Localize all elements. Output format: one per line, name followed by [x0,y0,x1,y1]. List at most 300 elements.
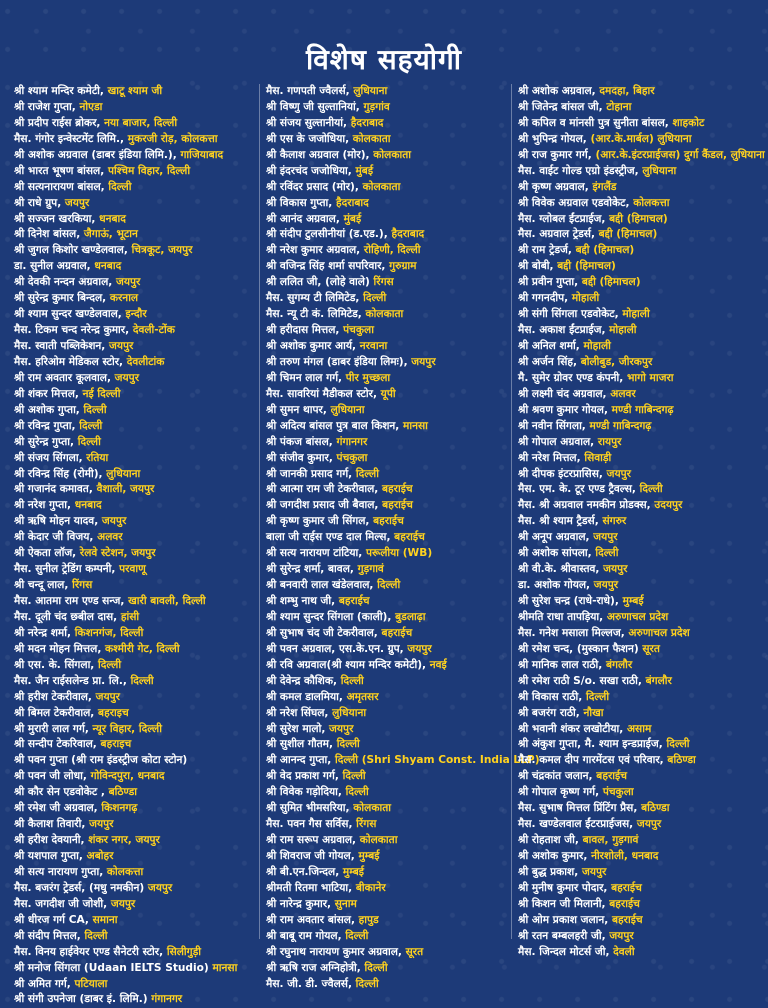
contributor-name: श्री इंदरचंद जजोधिया, [266,164,356,177]
contributor-name: मैस. सुभाष मित्तल प्रिंटिंग प्रैस, [518,802,642,815]
contributor-name: श्री सुरेन्द्र गुप्ता, [14,435,78,448]
contributor-entry [266,929,506,945]
contributor-entry [266,737,506,753]
contributor-entry [518,355,764,371]
contributor-location: जयपुर [609,929,634,942]
contributor-entry [14,164,254,180]
contributor-name: श्री रतन बम्बलहरी जी, [518,929,610,942]
contributor-location: न्यूर विहार, दिल्ली [92,722,162,735]
contributor-location: कोलकत्ता [106,865,144,878]
contributor-name: श्री पवन अग्रवाल, एस.के.एन. ग्रुप, [266,642,408,655]
contributor-location: (आर.के.इंटरप्राईजस) दुर्गा कैंडल, लुधियाना [595,148,765,161]
contributor-location: जयपुर [606,467,631,480]
contributor-location: बहराईच [381,483,413,496]
contributor-location: बद्दी (हिमाचल) [598,228,658,241]
contributor-name: मैस. विनय हाईवेयर एण्ड सैनेटरी स्टोर, [14,945,167,958]
contributor-entry [518,148,764,164]
contributor-location: बद्दी (हिमाचल) [575,244,635,257]
contributor-entry [14,227,254,243]
contributor-name: श्री सुमित भीमसरिया, [266,802,354,815]
contributor-name: श्री हरीदास मित्तल, [266,324,344,337]
contributor-name: श्री विकास गुप्ता, [266,196,337,209]
contributor-name: श्री रविन्द्र गुप्ता, [14,419,80,432]
contributor-name: श्री अंकुश गुप्ता, मै. श्याम इन्डप्राईज, [518,738,667,751]
contributor-name: श्री मानिक लाल राठी, [518,658,606,671]
contributor-name: श्री गोपाल कृष्ण गर्ग, [518,786,603,799]
contributor-location: जयपुर [89,818,114,831]
contributor-entry [266,674,506,690]
contributor-name: श्री शम्भु नाथ जी, [266,595,339,607]
contributor-location: संगरुर [602,515,627,528]
contributor-entry [14,578,254,594]
contributor-name: श्री राधे ग्रुप, [14,196,65,209]
contributor-location: बंगलौर [645,674,672,687]
contributor-location: मानसा [212,961,238,974]
contributor-entry [266,578,506,594]
contributor-entry [266,100,506,116]
contributor-location: बहराईच [609,897,640,910]
contributor-location: नई दिल्ली [82,387,121,400]
contributor-entry [14,913,254,929]
contributor-name: श्री ऋषि मोहन यादव, [14,515,102,528]
contributor-name: मैस. अग्रवाल ट्रेडर्स, [518,228,599,241]
contributor-entry [518,419,764,435]
contributor-entry [266,514,506,530]
contributor-location: मानसा [403,419,428,432]
contributor-entry [266,116,506,132]
contributor-entry [14,530,254,546]
contributor-entry [518,339,764,355]
contributor-name: श्री अनिल शर्मा, [518,340,584,352]
contributor-name: श्री ऐकता लॉज, [14,547,80,560]
contributor-entry [14,259,254,275]
contributor-entry [14,945,254,961]
contributor-name: श्री गोपाल अग्रवाल, [518,435,598,448]
contributor-name: श्री वेद प्रकाश गर्ग, [266,770,343,783]
contributor-entry [14,929,254,945]
contributor-entry [14,817,254,833]
contributor-entry [14,100,254,116]
contributor-location: पंचकुला [336,451,368,464]
contributor-name: श्री ओम प्रकाश जलान, [518,913,612,926]
contributor-name: श्री संजय सुल्तानीयां, [266,116,351,129]
contributor-name: मैस. गंगोर इन्वेस्टमेंट लिमि., [14,132,128,145]
contributor-name: श्री ऋषि राज अग्निहोत्री, [266,961,365,974]
contributor-name: मैस. आतमा राम एण्ड सन्ज, [14,595,129,607]
contributor-location: गुरुग्राम [389,260,417,273]
contributor-entry [14,562,254,578]
contributor-location: रिंगस [356,818,377,831]
contributor-name: श्री अदित्य बांसल पुत्र बाल किशन, [266,419,404,432]
contributor-name: श्री संगी सिंगला एडवोकेट, [518,308,623,321]
contributor-location: लुधियाना [642,164,677,177]
contributor-name: श्री नारेन्द्र कुमार, [266,897,335,910]
contributor-entry [14,482,254,498]
contributor-entry [518,753,764,769]
contributor-name: श्री अशोक अग्रवाल, [518,85,600,97]
contributor-entry [266,785,506,801]
contributor-name: बाला जी राईस एण्ड दाल मिल्स, [266,531,395,544]
contributor-name: श्री रवि अग्रवाल(श्री श्याम मन्दिर कमेटी), [266,658,430,671]
contributor-name: श्री बनवारी लाल खंडेलवाल, [266,579,378,592]
contributor-name: श्री अशोक अग्रवाल (डाबर इंडिया लिमि.), [14,148,181,161]
contributor-location: यूपी [380,387,396,400]
contributor-location: बहराईच [394,531,425,544]
contributor-name: मैस. खण्डेलवाल ईंटरप्राईजस, [518,818,637,831]
contributor-name: श्री रघुनाथ नारायण कुमार अग्रवाल, [266,945,406,958]
contributor-entry [518,100,764,116]
contributor-location: जयपुर [636,818,662,831]
contributor-location: किशनगंज, दिल्ली [74,626,144,639]
contributor-location: धनबाद [74,499,102,512]
contributor-name: श्री संगी उपनेजा (डाबर इं. लिमि.) [14,993,152,1006]
contributor-name: मैस. सुगम्य टी लिमिटेड, [266,292,364,305]
contributor-entry [518,435,764,451]
contributor-entry [518,212,764,228]
contributor-location: जयपुर [407,642,432,655]
contributor-location: दिल्ली [77,435,101,448]
contributor-name: श्री विकास राठी, [518,690,586,703]
contributor-name: श्री अमित गर्ग, [14,977,75,990]
contributor-location: इंगलैंड [592,180,617,193]
contributor-location: सिवाड़ी [584,451,612,464]
contributor-name: श्री सुरेन्द्र शर्मा, बावल, [266,563,358,576]
contributor-entry [518,323,764,339]
contributor-location: बावल, गुड़गावं [582,834,639,847]
contributor-entry [518,227,764,243]
contributor-entry [266,387,506,403]
contributor-name: श्री हरीश देवयानी, [14,834,89,847]
contributor-entry [518,132,764,148]
contributor-location: गाजियाबाद [180,148,224,161]
contributor-entry [14,594,254,610]
contributor-location: बद्दी (हिमाचल) [581,276,641,289]
contributor-location: अलवर [610,387,636,400]
contributor-entry [518,451,764,467]
contributor-name: श्री जगदीश प्रसाद जी बैवाल, [266,499,383,512]
contributor-entry [266,642,506,658]
contributor-entry [14,992,254,1008]
contributor-location: दिल्ली [355,977,379,990]
contributor-entry [266,722,506,738]
contributor-location: (आर.के.मार्बल) लुधियाना [590,132,692,145]
contributor-location: बद्दी (हिमाचल) [557,260,616,273]
contributor-name: श्री बोबी, [518,260,558,273]
contributor-name: मैस. अकाश ईंटप्राईज, [518,324,610,337]
contributor-entry [266,769,506,785]
contributor-location: जयपुर [114,371,140,384]
contributor-name: श्री विवेक अग्रवाल एडवोकेट, [518,196,634,209]
contributor-name: श्री राजेश गुप्ता, [14,100,80,113]
contributor-entry [266,801,506,817]
contributor-location: बहराईच [381,626,413,639]
contributor-location: अमृतसर [346,690,379,703]
contributor-location: अरुणाचल प्रदेश [606,610,669,623]
contributor-name: श्री भवानी शंकर लखोटीया, [518,722,627,735]
contributor-name: मैस. पवन गैस सर्विस, [266,818,357,831]
contributor-location: बठिण्डा [641,802,670,815]
contributor-location: मुम्बई [622,595,644,607]
contributor-entry [518,849,764,865]
contributor-entry [14,196,254,212]
contributor-location: जयपुर [95,690,120,703]
contributor-entry [266,403,506,419]
contributor-entry [14,753,254,769]
contributor-name: श्री यशपाल गुप्ता, [14,850,87,862]
contributor-location: धनबाद [99,212,126,225]
contributor-name: श्री राम ट्रेडर्ज, [518,244,576,257]
contributor-location: गुड़गांव [363,100,390,113]
contributor-name: श्री सत्य नारायण गुप्ता, [14,865,107,878]
contributor-entry [518,307,764,323]
contributor-name: मैस. कमल दीप गारमेंटस एवं परिवार, [518,754,668,767]
contributor-name: श्री श्याम सुन्दर सिंगला (काली), [266,610,396,623]
contributor-name: श्री नवीन सिंगला, [518,419,590,432]
contributor-entry [266,897,506,913]
contributor-location: बठिण्डा [108,786,138,799]
contributor-entry [266,339,506,355]
contributor-entry [518,769,764,785]
contributor-name: मैस. जिन्दल मोटर्स जी, [518,945,614,958]
contributor-name: श्री जुगल किशोर खण्डेलवाल, [14,244,132,257]
contributor-name: श्री सुरेश मालो, [266,722,330,735]
contributor-entry [266,196,506,212]
contributor-location: शंकर नगर, जयपुर [88,834,160,847]
contributor-location: मुंबई [355,164,374,177]
contributor-location: पंचकुला [602,786,634,799]
contributor-location: करनाल [109,292,139,305]
contributor-name: श्री अशोक कुमार आर्य, [266,340,360,352]
contributor-name: मैस. गनेश मसाला मिल्लज, [518,626,629,639]
contributor-name: श्री बुद्ध प्रकाश, [518,865,582,878]
contributor-location: नवई [429,658,447,671]
contributor-name: श्रीमती रितमा भाटिया, [266,881,356,894]
contributor-location: समाना [92,913,118,926]
contributor-location: हैदराबाद [350,116,384,129]
contributor-name: श्री संदीप मित्तल, [14,929,85,942]
contributor-location: लुधियाना [106,467,141,480]
contributor-location: पंचकुला [343,324,374,337]
column-3 [518,84,764,961]
contributor-location: दिल्ली [342,770,366,783]
contributor-location: गोविन्दपुरा, धनबाद [90,770,165,783]
contributor-entry [14,498,254,514]
contributor-location: अलवर [97,531,123,544]
contributor-location: इन्दौर [125,308,147,321]
contributor-entry [14,148,254,164]
contributor-name: श्री देवकी नन्दन अग्रवाल, [14,276,116,289]
contributor-entry [14,961,254,977]
contributor-name: श्री वी.के. श्रीवास्तव, [518,563,604,576]
contributor-entry [266,467,506,483]
contributor-name: श्री संजीव कुमार, [266,451,337,464]
contributor-entry [518,929,764,945]
contributor-entry [14,451,254,467]
contributor-location: दिल्ली [585,690,610,703]
contributor-entry [14,116,254,132]
contributor-name: श्री नरेन्द्र शर्मा, [14,626,75,639]
contributor-location: मोहाली [571,292,600,305]
contributor-entry [518,801,764,817]
contributor-entry [14,897,254,913]
contributor-entry [14,84,254,100]
contributor-entry [518,658,764,674]
contributor-name: मैस. दूली चंद छबील दास, [14,610,121,623]
contributor-location: हैदराबाद [336,196,369,209]
contributor-entry [518,498,764,514]
contributor-location: दिल्ली [130,674,154,687]
contributor-entry [266,594,506,610]
contributor-name: मैस. बजरंग ट्रेडर्स, (मधु नमकीन) [14,881,148,894]
contributor-location: उदयपुर [654,499,683,512]
contributor-name: श्री अनूप अग्रवाल, [518,531,594,544]
contributor-location: शाहकोट [672,116,705,129]
contributor-name: श्री विवेक गड़ोदिया, [266,786,346,799]
contributor-location: जयपुर [115,276,141,289]
contributor-location: कोलकाता [359,834,398,847]
contributor-name: श्री सज्जन खरकिया, [14,212,100,225]
contributor-name: मैस. न्यू टी कं. लिमिटेड, [266,308,366,321]
contributor-location: दिल्ली [377,579,401,592]
contributor-location: गंगानगर [151,993,183,1006]
contributor-entry [518,403,764,419]
contributor-name: श्री सुशील गौतम, [266,738,337,751]
contributor-entry [518,737,764,753]
contributor-entry [518,674,764,690]
contributor-location: बुडलाढ़ा [395,610,426,623]
contributor-name: श्री नरेश कुमार अग्रवाल, [266,244,364,257]
contributor-name: श्री बिमल टेकरीवाल, [14,706,99,719]
contributor-name: श्री बाबू राम गोयल, [266,929,346,942]
contributor-entry [14,658,254,674]
contributor-location: देवली-टोंक [132,324,175,337]
contributor-entry [266,626,506,642]
contributor-name: श्री पंकज बांसल, [266,435,337,448]
contributor-name: श्री आनंद अग्रवाल, [266,212,344,225]
contributor-location: जैगाऊं, भूटान [83,228,138,241]
contributor-name: श्री राज कुमार गर्ग, [518,148,596,161]
contributor-location: अरुणाचल प्रदेश [628,626,690,639]
contributor-name: मैस. वाईट गोल्ड एग्रो इंडस्ट्रीज, [518,164,643,177]
contributor-location: गंगानगर [336,435,368,448]
column-divider [511,84,512,939]
contributor-entry [14,674,254,690]
contributor-entry [266,610,506,626]
contributor-name: श्री मुरारी लाल गर्ग, [14,722,93,735]
contributor-entry [14,132,254,148]
contributor-location: लुधियाना [332,706,367,719]
contributor-entry [14,865,254,881]
contributor-location: देवलीटांक [126,355,165,368]
contributor-entry [518,881,764,897]
contributor-entry [14,291,254,307]
contributor-name: श्री रमेश जी अग्रवाल, [14,802,102,815]
contributor-name: श्री संदीप टुलसीनीयां (ड.एड.), [266,228,392,241]
contributor-location: हांसी [120,610,140,623]
contributor-name: श्री मदन मोहन मित्तल, [14,642,106,655]
contributor-name: श्री चंद्रकांत जलान, [518,770,597,783]
contributor-location: भागो माजरा [626,371,674,384]
contributor-location: लुधियाना [353,85,388,97]
contributor-location: धनबाद [94,260,122,273]
contributor-entry [518,196,764,212]
contributor-name: मैस. गणपती ज्वैलर्स, [266,85,354,97]
contributor-name: श्री पवन जी लोधा, [14,770,91,783]
contributor-location: देवली [613,945,635,958]
contributor-entry [14,307,254,323]
contributor-location: दिल्ली [345,786,369,799]
contributor-name: श्री धीरज गर्ग CA, [14,913,93,926]
contributor-entry [518,482,764,498]
contributor-location: परवाणू [119,563,146,576]
contributor-name: मैस. सुनील ट्रेडिंग कम्पनी, [14,563,120,576]
contributor-location: बीकानेर [355,881,386,894]
contributor-location: रायपुर [597,435,622,448]
contributor-entry [266,180,506,196]
contributor-entry [266,227,506,243]
contributor-name: श्री कमल डालमिया, [266,690,347,703]
contributor-name: मैस. जी. डी. ज्वैलर्स, [266,977,356,990]
contributor-location: बहराइच [100,738,132,751]
contributor-name: श्री चिमन लाल गर्ग, [266,371,346,384]
contributor-location: बठिण्डा [667,754,696,767]
contributor-name: मैस. श्री अग्रवाल नमकीन प्रोडक्स, [518,499,655,512]
contributor-location: मण्डी गाबिन्दगढ़ [611,403,674,416]
contributor-name: श्री सन्दीप टेकरिवाल, [14,738,101,751]
contributor-entry [14,610,254,626]
contributor-name: श्री सुरेश चन्द्र (राधे-राधे), [518,595,623,607]
contributor-name: मैस. एम. के. टूर एण्ड ट्रैवल्स, [518,483,640,496]
contributor-entry [518,865,764,881]
contributor-entry [266,435,506,451]
contributor-name: श्री बजरंग राठी, [518,706,584,719]
contributor-entry [266,212,506,228]
contributor-name: मैस. स्वाती पब्लिकेशन, [14,340,109,352]
contributor-location: दिल्ली [639,483,663,496]
contributor-name: श्री आत्मा राम जी टेकरीवाल, [266,483,382,496]
contributor-entry [14,977,254,993]
contributor-location: जयपुर [110,897,136,910]
contributor-entry [518,243,764,259]
contributor-entry [518,642,764,658]
contributor-location: खाटू श्याम जी [107,85,163,97]
contributor-location: बद्दी (हिमाचल) [609,212,668,225]
contributor-name: श्री सत्य नारायण टांटिया, [266,547,366,560]
column-2 [266,84,540,992]
contributor-name: श्री सुभाष चंद जी टेकरीवाल, [266,626,382,639]
contributor-name: श्रीमति राधा तापड़िया, [518,610,607,623]
contributor-entry [14,546,254,562]
contributor-name: श्री शंकर मित्तल, [14,387,83,400]
contributor-location: सूरत [405,945,424,958]
contributor-name: श्री वजिन्द्र सिंह शर्मा सपरिवार, [266,260,390,273]
contributor-location: चित्रकूट, जयपुर [131,244,193,257]
contributor-entry [14,626,254,642]
contributor-location: नया बाजार, दिल्ली [104,116,178,129]
contributor-entry [266,817,506,833]
contributor-entry [518,180,764,196]
contributor-entry [266,84,506,100]
contributor-location: पटियाला [74,977,108,990]
contributor-entry [518,785,764,801]
contributor-name: श्री केदार जी विजय, [14,531,98,544]
contributor-location: बंगलौर [605,658,633,671]
contributor-location: खारी बावली, दिल्ली [128,595,206,607]
contributor-name: श्री मनोज सिंगला (Udaan IELTS Studio) [14,961,213,974]
contributor-location: कोलकाता [365,308,404,321]
contributor-entry [266,881,506,897]
contributor-entry [518,546,764,562]
